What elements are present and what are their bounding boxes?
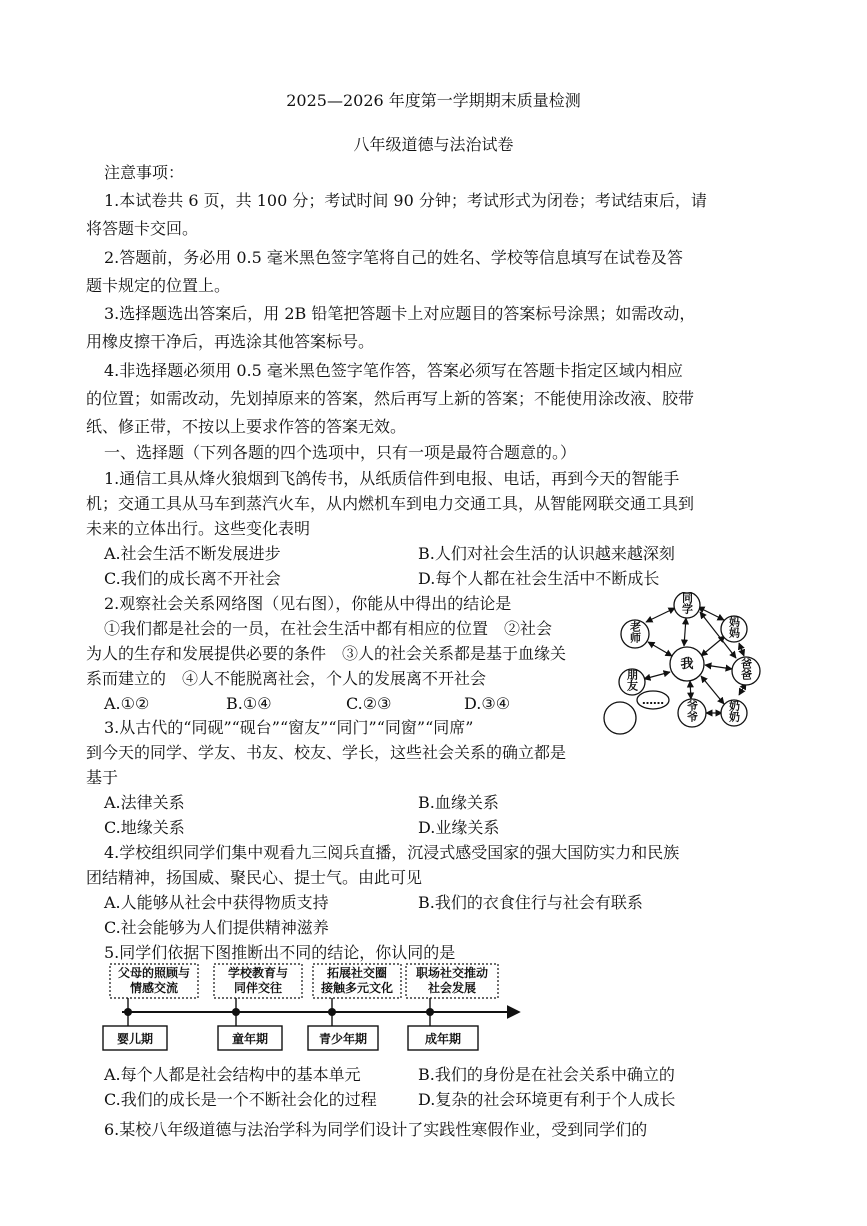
q3-stem-line-1: 3.从古代的“同砚”“砚台”“窗友”“同门”“同窗”“同席” [104, 718, 474, 737]
notice-item-3-line-2: 用橡皮擦干净后，再选涂其他答案标号。 [86, 332, 375, 351]
q2-stem-line-3: 为人的生存和发展提供必要的条件 ③人的社会关系都是基于血缘关 [86, 644, 567, 663]
q5-option-b: B.我们的身份是在社会关系中确立的 [418, 1065, 675, 1084]
q1-stem-line-1: 1.通信工具从烽火狼烟到飞鸽传书，从纸质信件到电报、电话，再到今天的智能手 [104, 469, 680, 488]
q5-option-d: D.复杂的社会环境更有利于个人成长 [418, 1090, 676, 1109]
timeline-box-2-line-1: 学校教育与 [227, 966, 289, 980]
network-node-classmate: 同学 [680, 592, 694, 614]
network-node-others: …… [642, 694, 664, 707]
timeline-box-3-line-1: 拓展社交圈 [326, 966, 388, 980]
notice-heading: 注意事项： [104, 163, 185, 182]
q2-option-c: C.②③ [346, 694, 392, 713]
notice-item-4-line-2: 的位置；如需改动，先划掉原来的答案，然后再写上新的答案；不能使用涂改液、胶带 [86, 389, 695, 408]
q1-option-d: D.每个人都在社会生活中不断成长 [418, 569, 660, 588]
q5-option-c: C.我们的成长是一个不断社会化的过程 [104, 1090, 377, 1109]
exam-subtitle: 八年级道德与法治试卷 [353, 135, 514, 154]
notice-item-1-line-1: 1.本试卷共 6 页，共 100 分；考试时间 90 分钟；考试形式为闭卷；考试结束后，请 [104, 191, 707, 210]
q3-option-d: D.业缘关系 [418, 818, 500, 837]
q2-option-b: B.①④ [226, 694, 272, 713]
q3-option-c: C.地缘关系 [104, 818, 185, 837]
q1-stem-line-2: 机；交通工具从马车到蒸汽火车，从内燃机车到电力交通工具，从智能网联交通工具到 [86, 494, 695, 513]
q1-option-b: B.人们对社会生活的认识越来越深刻 [418, 544, 675, 563]
q1-stem-line-3: 未来的立体出行。这些变化表明 [86, 519, 311, 538]
q2-stem-line-2: ①我们都是社会的一员，在社会生活中都有相应的位置 ②社会 [104, 619, 553, 638]
timeline-box-1-line-1: 父母的照顾与 [117, 966, 191, 980]
timeline-box-4-line-1: 职场社交推动 [415, 966, 489, 980]
timeline-stage-childhood: 童年期 [231, 1032, 269, 1046]
q2-stem-line-1: 2.观察社会关系网络图（见右图），你能从中得出的结论是 [104, 594, 512, 613]
timeline-box-4-line-2: 社会发展 [427, 981, 477, 995]
q4-option-c: C.社会能够为人们提供精神滋养 [104, 918, 329, 937]
q1-option-c: C.我们的成长离不开社会 [104, 569, 281, 588]
q5-stem: 5.同学们依据下图推断出不同的结论，你认同的是 [104, 943, 456, 962]
exam-title: 2025—2026 年度第一学期期末质量检测 [286, 91, 581, 110]
section-heading: 一、选择题（下列各题的四个选项中，只有一项是最符合题意的。） [104, 443, 577, 462]
network-node-father: 爸爸 [739, 658, 753, 680]
q1-option-a: A.社会生活不断发展进步 [104, 544, 281, 563]
notice-item-1-line-2: 将答题卡交回。 [86, 219, 199, 238]
q4-stem-line-1: 4.学校组织同学们集中观看九三阅兵直播，沉浸式感受国家的强大国防实力和民族 [104, 843, 680, 862]
network-node-teacher: 老师 [628, 621, 642, 643]
q3-stem-line-2: 到今天的同学、学友、书友、校友、学长，这些社会关系的确立都是 [86, 743, 567, 762]
timeline-stage-adolescence: 青少年期 [318, 1032, 368, 1046]
q2-option-a: A.①② [104, 694, 150, 713]
notice-item-3-line-1: 3.选择题选出答案后，用 2B 铅笔把答题卡上对应题目的答案标号涂黑；如需改动， [104, 304, 696, 323]
growth-timeline-diagram [100, 962, 525, 1057]
timeline-box-1-line-2: 情感交流 [129, 981, 179, 995]
network-node-grandfather: 爷爷 [685, 700, 699, 722]
timeline-stage-adulthood: 成年期 [424, 1032, 462, 1046]
q6-stem: 6.某校八年级道德与法治学科为同学们设计了实践性寒假作业，受到同学们的 [104, 1120, 648, 1139]
notice-item-2-line-2: 题卡规定的位置上。 [86, 276, 231, 295]
q2-stem-line-4: 系而建立的 ④人不能脱离社会，个人的发展离不开社会 [86, 669, 487, 688]
timeline-box-2-line-2: 同伴交往 [233, 981, 283, 995]
q5-option-a: A.每个人都是社会结构中的基本单元 [104, 1065, 361, 1084]
timeline-stage-infancy: 婴儿期 [116, 1032, 154, 1046]
notice-item-2-line-1: 2.答题前，务必用 0.5 毫米黑色签字笔将自己的姓名、学校等信息填写在试卷及答 [104, 248, 683, 267]
network-node-center: 我 [680, 657, 694, 672]
q3-option-a: A.法律关系 [104, 793, 185, 812]
q3-option-b: B.血缘关系 [418, 793, 499, 812]
notice-item-4-line-1: 4.非选择题必须用 0.5 毫米黑色签字笔作答，答案必须写在答题卡指定区域内相应 [104, 361, 683, 380]
network-node-friend: 朋友 [625, 669, 639, 691]
q2-option-d: D.③④ [464, 694, 511, 713]
notice-item-4-line-3: 纸、修正带，不按以上要求作答的答案无效。 [86, 417, 407, 436]
social-network-diagram [598, 592, 776, 742]
q4-option-a: A.人能够从社会中获得物质支持 [104, 893, 329, 912]
timeline-box-3-line-2: 接触多元文化 [320, 981, 394, 995]
q4-stem-line-2: 团结精神，扬国威、聚民心、提士气。由此可见 [86, 868, 423, 887]
q3-stem-line-3: 基于 [86, 768, 119, 787]
network-node-grandmother: 奶奶 [727, 700, 741, 722]
network-node-mother: 妈妈 [727, 616, 741, 638]
q4-option-b: B.我们的衣食住行与社会有联系 [418, 893, 643, 912]
